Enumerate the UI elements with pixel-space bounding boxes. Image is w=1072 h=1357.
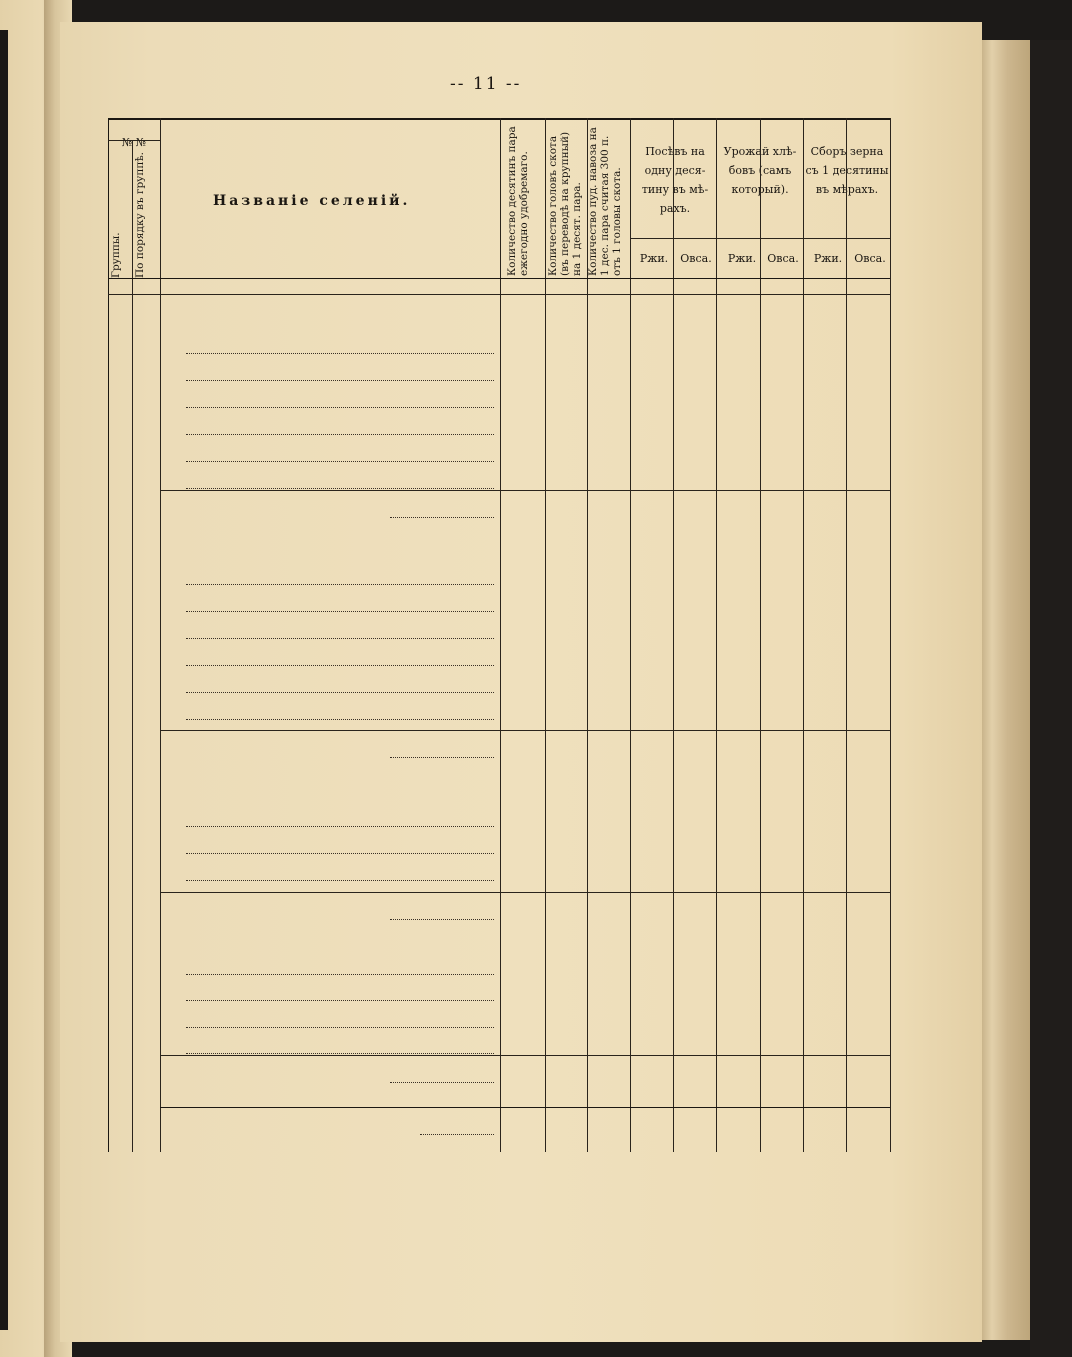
leader-dots (186, 627, 494, 639)
leader-dots (186, 450, 494, 462)
header-harvest: Урожай хлѣбовъ (самъ который). (723, 145, 797, 196)
total-rule (160, 730, 500, 731)
leader-dots (390, 1071, 494, 1083)
leader-dots (390, 746, 494, 758)
table-column-rule (587, 118, 588, 1152)
header-rye-harvest: Ржи. (727, 252, 757, 265)
header-rule (108, 278, 890, 279)
statistics-table (108, 118, 890, 1152)
book-cover (1030, 40, 1072, 1357)
page-number: -- 11 -- (450, 74, 522, 94)
table-column-rule (803, 118, 804, 1152)
table-column-rule (160, 118, 161, 1152)
header-rule (630, 238, 890, 239)
header-rye-collection: Ржи. (813, 252, 843, 265)
leader-dots (186, 1042, 494, 1054)
table-column-rule (890, 118, 891, 1152)
leader-dots (186, 342, 494, 354)
header-oats-sowing: Овса. (680, 252, 712, 265)
table-column-rule (760, 118, 761, 1152)
leader-dots (390, 506, 494, 518)
leader-dots (186, 369, 494, 381)
table-column-rule (846, 118, 847, 1152)
leader-dots (186, 396, 494, 408)
leader-dots (186, 708, 494, 720)
total-rule (160, 1055, 500, 1056)
section-rule (500, 1055, 890, 1056)
header-rye-sowing: Ржи. (639, 252, 669, 265)
leader-dots (186, 681, 494, 693)
leader-dots (186, 573, 494, 585)
header-oats-collection: Овса. (854, 252, 886, 265)
leader-dots (186, 654, 494, 666)
leader-dots (390, 908, 494, 920)
header-no-no: № № (121, 136, 147, 149)
leader-dots (186, 963, 494, 975)
header-sowing: Посѣвъ на одну десятину въ мѣрахъ. (641, 145, 709, 215)
leader-dots (186, 477, 494, 489)
table-column-rule (500, 118, 501, 1152)
leader-dots (186, 600, 494, 612)
table-column-rule (545, 118, 546, 1152)
table-column-rule (630, 118, 631, 1152)
leader-dots (186, 869, 494, 881)
section-rule (500, 730, 890, 731)
header-col4: Количество десятинъ пара ежегодно удобремаго. (506, 126, 530, 276)
leader-dots (186, 989, 494, 1001)
table-column-rule (132, 140, 133, 1152)
total-rule (160, 1107, 890, 1108)
leader-dots (186, 815, 494, 827)
page-stack-edge (982, 40, 1032, 1340)
section-rule (500, 892, 890, 893)
total-rule (160, 892, 500, 893)
table-column-rule (673, 118, 674, 1152)
section-rule (500, 490, 890, 491)
header-groups: Группы. (110, 232, 122, 278)
header-village-name: Названіе селеній. (213, 193, 411, 209)
header-order-in-group: По порядку въ группѣ. (134, 151, 146, 278)
leader-dots (186, 423, 494, 435)
header-oats-harvest: Овса. (767, 252, 799, 265)
header-rule (108, 140, 160, 141)
left-cover-edge (0, 30, 8, 1330)
leader-dots (420, 1123, 494, 1135)
leader-dots (186, 842, 494, 854)
total-rule (160, 490, 500, 491)
header-rule (108, 294, 890, 295)
leader-dots (186, 1016, 494, 1028)
header-col5: Количество головъ скота (въ переводѣ на крупный) на 1 десят. пара. (547, 131, 583, 276)
header-collection: Сборъ зерна съ 1 десятины въ мѣрахъ. (805, 145, 889, 196)
table-column-rule (716, 118, 717, 1152)
header-col6: Количество пуд. навоза на 1 дес. пара считая 300 п. отъ 1 головы скота. (587, 127, 623, 276)
